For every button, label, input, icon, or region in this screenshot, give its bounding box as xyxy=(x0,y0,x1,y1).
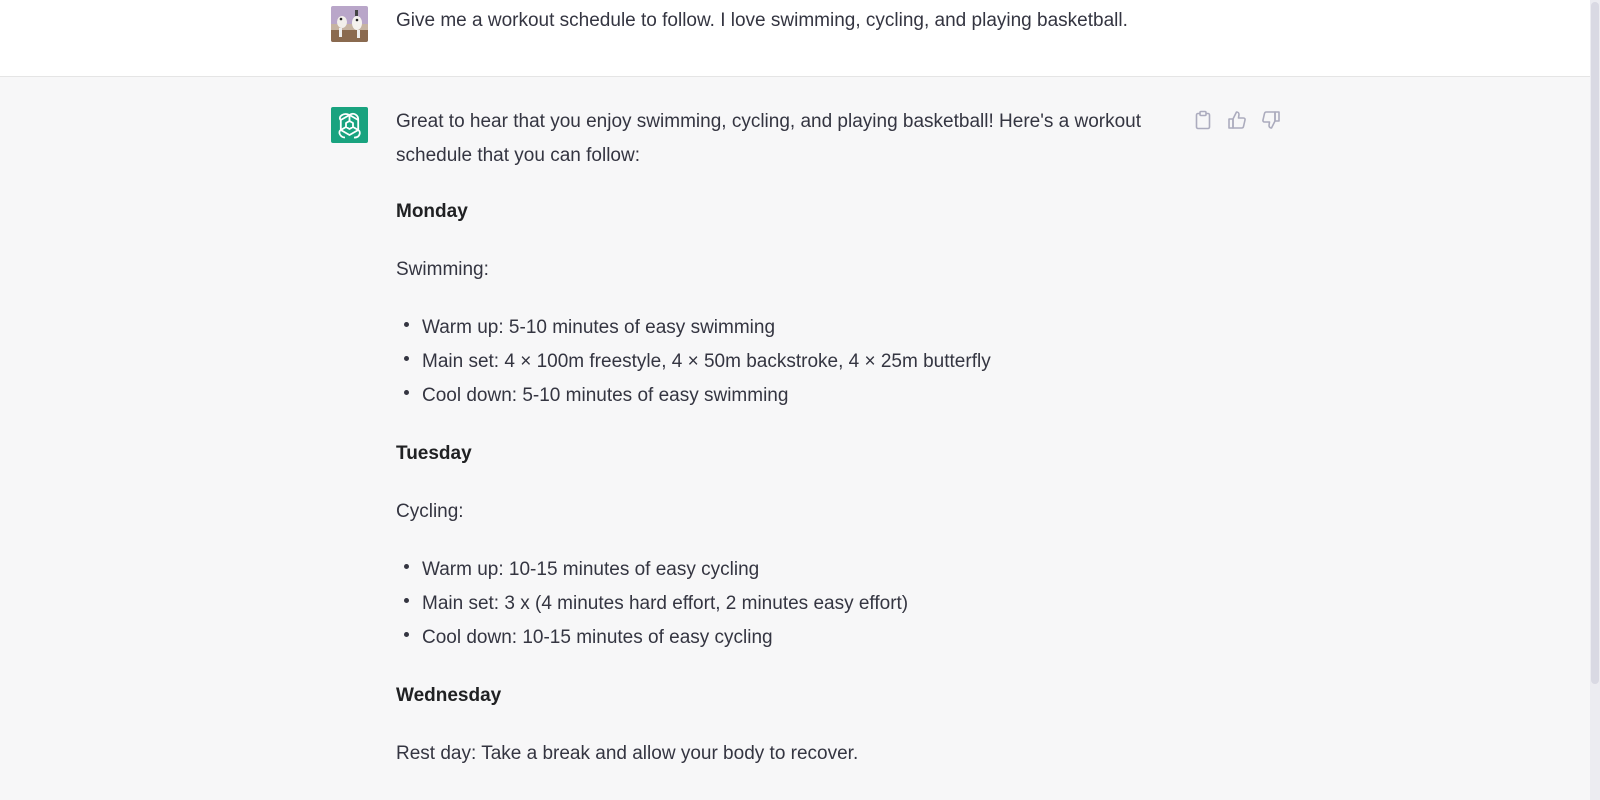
scrollbar[interactable] xyxy=(1590,0,1600,800)
openai-logo-icon xyxy=(331,107,368,143)
assistant-message-row xyxy=(0,77,1590,800)
copy-button[interactable] xyxy=(1192,109,1214,131)
assistant-intro: Great to hear that you enjoy swimming, cycling, and playing basketball! Here's a workout schedule that you can follow: xyxy=(396,111,1141,166)
user-message-text: Give me a workout schedule to follow. I love swimming, cycling, and playing basketball. xyxy=(396,10,1128,31)
assistant-message-body xyxy=(396,105,1156,795)
activity-label-wednesday: Rest day: Take a break and allow your body to recover. xyxy=(396,743,859,764)
user-message-row xyxy=(0,0,1590,77)
workout-list-tuesday xyxy=(396,553,1156,655)
workout-list-monday xyxy=(396,311,1156,413)
day-heading-tuesday: Tuesday xyxy=(396,443,472,464)
activity-label-monday: Swimming: xyxy=(396,259,489,280)
thumbs-down-button[interactable] xyxy=(1260,109,1282,131)
message-actions xyxy=(1192,109,1282,131)
list-item: Cool down: 5-10 minutes of easy swimming xyxy=(422,379,1156,413)
thumbs-up-button[interactable] xyxy=(1226,109,1248,131)
list-item: Main set: 3 x (4 minutes hard effort, 2 minutes easy effort) xyxy=(422,587,1156,621)
clipboard-icon xyxy=(1194,110,1212,130)
assistant-avatar xyxy=(331,107,368,143)
scrollbar-thumb[interactable] xyxy=(1591,2,1599,684)
list-item: Warm up: 10-15 minutes of easy cycling xyxy=(422,553,1156,587)
thumbs-up-icon xyxy=(1227,110,1247,130)
day-heading-monday: Monday xyxy=(396,201,468,222)
day-heading-wednesday: Wednesday xyxy=(396,685,502,706)
list-item: Warm up: 5-10 minutes of easy swimming xyxy=(422,311,1156,345)
user-avatar xyxy=(331,6,368,42)
activity-label-tuesday: Cycling: xyxy=(396,501,464,522)
list-item: Main set: 4 × 100m freestyle, 4 × 50m backstroke, 4 × 25m butterfly xyxy=(422,345,1156,379)
thumbs-down-icon xyxy=(1261,110,1281,130)
list-item: Cool down: 10-15 minutes of easy cycling xyxy=(422,621,1156,655)
